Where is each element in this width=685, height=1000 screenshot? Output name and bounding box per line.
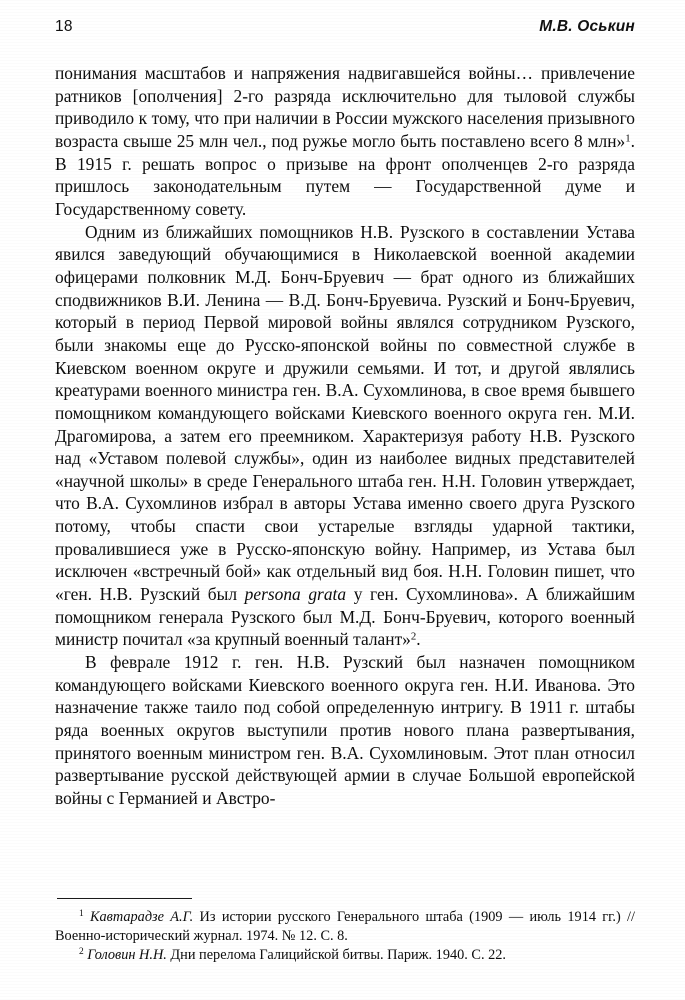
footnote-section (55, 898, 635, 966)
footnote-marker: 2 (79, 947, 84, 958)
paragraph-1: понимания масштабов и напряжения надвигавшейся войны… привлечение ратников [ополчения] 2-го разряда исключительно для тыловой службы приводило к тому, что при наличии в России мужского населения призывного возраста свыше 25 млн чел., под ружье могло быть поставлено всего 8 млн»$^1$. В 1915 г. решать вопрос о призыве на фронт ополченцев 2-го разряда пришлось законодательным путем — Государственной думе и Государственному совету. (55, 63, 635, 219)
latin-phrase: persona grata (244, 584, 347, 605)
page-number: 18 (55, 18, 73, 35)
footnote-author: Кавтарадзе А.Г. (90, 909, 194, 925)
footnote-reference[interactable]: 1 (625, 132, 631, 145)
footnote-author: Головин Н.Н. (87, 947, 167, 964)
footnote-marker: 1 (79, 909, 84, 920)
running-head (55, 18, 635, 42)
footnote-item: $^2$ Головин Н.Н. Дни перелома Галицийской битвы. Париж. 1940. С. 22. (79, 947, 506, 964)
body-text-block (55, 62, 635, 810)
running-head-author: М.В. Оськин (539, 18, 635, 35)
footnote-separator-rule (57, 898, 192, 899)
paragraph-2: Одним из ближайших помощников Н.В. Рузского в составлении Устава явился заведующий обучающимися в Николаевской военной академии офицерами полковник М.Д. Бонч-Бруевич — брат одного из ближайших сподвижников В.И. Ленина — В.Д. Бонч-Бруевича. Рузский и Бонч-Бруевич, который в период Первой мировой войны являлся сотрудником Рузского, были знакомы еще до Русско-японской войны по совместной службе в Киевском военном округе и дружили семьями. И тот, и другой являлись креатурами военного министра ген. В.А. Сухомлинова, в свое время бывшего помощником командующего войсками Киевского военного округа ген. М.И. Драгомирова, а затем его преемником. Характеризуя работу Н.В. Рузского над «Уставом полевой службы», один из наиболее видных представителей «научной школы» в среде Генерального штаба ген. Н.Н. Головин утверждает, что В.А. Сухомлинов избрал в авторы Устава именно своего друга Рузского потому, чтобы спасти свои устарелые взгляды ударной тактики, провалившиеся уже в Русско-японскую войну. Например, из Устава был исключен «встречный бой» как отдельный вид боя. Н.Н. Головин пишет, что «ген. Н.В. Рузский был persona grata у ген. Сухомлинова». А ближайшим помощником генерала Рузского был М.Д. Бонч-Бруевич, которого военный министр почитал «за крупный военный талант»$^2$. (55, 221, 635, 650)
footnote-reference[interactable]: 2 (410, 630, 417, 643)
paragraph-3: В феврале 1912 г. ген. Н.В. Рузский был назначен помощником командующего войсками Киевского военного округа ген. Н.И. Иванова. Это назначение также таило под собой определенную интригу. В 1911 г. штабы ряда военных округов выступили против нового плана развертывания, принятого военным министром ген. В.А. Сухомлиновым. Этот план относил развертывание русской действующей армии в случае Большой европейской войны с Германией и Австро- (55, 652, 635, 808)
footnote-item: $^1$ Кавтарадзе А.Г. Из истории русского Генерального штаба (1909 — июль 1914 гг.) // Военно-исторический журнал. 1974. № 12. С. 8. (55, 909, 635, 945)
